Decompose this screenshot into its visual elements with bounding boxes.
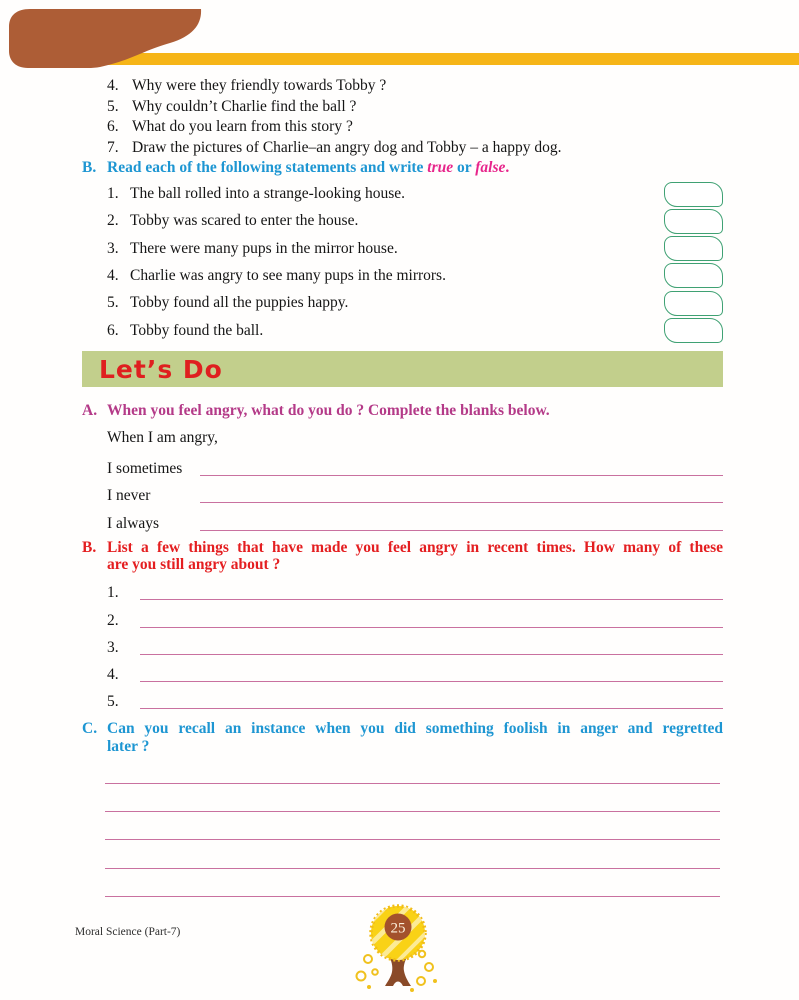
section-heading-text	[107, 158, 723, 178]
section-letter: C.	[82, 720, 98, 738]
blank-line[interactable]	[140, 654, 723, 655]
question-number: 7.	[107, 138, 119, 156]
heading-period: .	[505, 159, 510, 177]
page-number-tree-icon	[354, 897, 444, 995]
statement-text: There were many pups in the mirror house.	[130, 239, 398, 257]
truefalse-statements	[107, 180, 723, 344]
blank-number: 2.	[107, 611, 119, 629]
fill-in-row	[107, 480, 723, 508]
statement-row	[107, 262, 723, 289]
page-number: 25	[390, 920, 406, 937]
lets-do-title: Let’s Do	[99, 354, 223, 384]
blank-line[interactable]	[140, 681, 723, 682]
statement-number: 3.	[107, 239, 119, 257]
fill-label: I always	[107, 514, 160, 532]
section-a-fills	[82, 452, 723, 535]
book-title: Moral Science (Part-7)	[75, 926, 181, 938]
answer-line[interactable]	[105, 756, 720, 784]
question-number: 5.	[107, 97, 119, 115]
section-c-heading	[82, 720, 723, 756]
question-row	[107, 97, 723, 118]
answer-box[interactable]	[664, 291, 723, 316]
question-number: 4.	[107, 77, 119, 94]
numbered-blank-row	[107, 604, 723, 631]
answer-box[interactable]	[664, 209, 723, 234]
answer-line[interactable]	[105, 784, 720, 812]
statement-number: 1.	[107, 185, 119, 203]
heading-or: or	[453, 159, 476, 177]
word-true: true	[427, 159, 454, 177]
question-row	[107, 138, 723, 159]
lets-do-banner	[82, 351, 723, 387]
answer-box[interactable]	[664, 182, 723, 207]
question-text: Why couldn’t Charlie find the ball ?	[132, 97, 357, 115]
section-b-truefalse-heading	[82, 158, 723, 178]
section-heading-text: When you feel angry, what do you do ? Complete the blanks below.	[107, 402, 550, 420]
section-a-intro: When I am angry,	[107, 429, 218, 447]
comprehension-questions	[107, 76, 723, 158]
answer-box[interactable]	[664, 263, 723, 288]
section-b-list-heading	[82, 539, 723, 575]
statement-number: 2.	[107, 212, 119, 230]
fill-label: I sometimes	[107, 459, 183, 477]
statement-row	[107, 290, 723, 317]
numbered-blank-row	[107, 659, 723, 686]
section-letter: B.	[82, 159, 97, 177]
statement-text: Tobby found the ball.	[130, 321, 264, 339]
statement-text: The ball rolled into a strange-looking house.	[130, 185, 406, 203]
section-heading-text	[107, 720, 723, 756]
heading-line-1: Can you recall an instance when you did something foolish in anger and regretted	[107, 720, 723, 738]
section-c-answer-area	[105, 756, 720, 897]
statement-row	[107, 317, 723, 344]
blank-line[interactable]	[200, 502, 723, 503]
fill-label: I never	[107, 487, 151, 505]
fill-in-row	[107, 507, 723, 535]
answer-line[interactable]	[105, 840, 720, 868]
statement-number: 6.	[107, 321, 119, 339]
section-letter: B.	[82, 538, 97, 556]
blank-number: 4.	[107, 666, 119, 683]
blank-number: 3.	[107, 638, 119, 656]
word-false: false	[475, 159, 506, 177]
answer-box[interactable]	[664, 236, 723, 261]
numbered-blank-row	[107, 632, 723, 659]
answer-line[interactable]	[105, 812, 720, 840]
statement-row	[107, 208, 723, 235]
question-row	[107, 117, 723, 138]
section-b-blanks	[82, 577, 723, 713]
statement-row	[107, 235, 723, 262]
heading-line-2: are you still angry about ?	[107, 556, 281, 574]
statement-row	[107, 180, 723, 207]
heading-line-2: later ?	[107, 737, 150, 755]
corner-blob-decoration	[0, 0, 240, 78]
heading-line-1: List a few things that have made you feel angry in recent times. How many of these	[107, 538, 723, 556]
blank-line[interactable]	[140, 708, 723, 709]
statement-number: 4.	[107, 266, 119, 284]
question-text: Draw the pictures of Charlie–an angry dog and Tobby – a happy dog.	[132, 138, 562, 156]
heading-prefix: Read each of the following statements and write	[107, 159, 428, 177]
blank-line[interactable]	[140, 599, 723, 600]
blank-number: 5.	[107, 693, 119, 711]
statement-number: 5.	[107, 294, 119, 312]
question-text: What do you learn from this story ?	[132, 118, 353, 136]
numbered-blank-row	[107, 686, 723, 713]
section-heading-text	[107, 539, 723, 575]
answer-line[interactable]	[105, 869, 720, 897]
question-text: Why were they friendly towards Tobby ?	[132, 77, 387, 94]
numbered-blank-row	[107, 577, 723, 604]
fill-in-row	[107, 452, 723, 480]
section-a-heading	[82, 401, 723, 421]
blank-line[interactable]	[200, 530, 723, 531]
blank-number: 1.	[107, 584, 119, 602]
blank-line[interactable]	[200, 475, 723, 476]
section-letter: A.	[82, 402, 98, 420]
statement-text: Charlie was angry to see many pups in the mirrors.	[130, 266, 446, 284]
blank-line[interactable]	[140, 627, 723, 628]
question-number: 6.	[107, 118, 119, 136]
statement-text: Tobby found all the puppies happy.	[130, 294, 349, 312]
page-content	[0, 76, 799, 897]
answer-box[interactable]	[664, 318, 723, 343]
question-row	[107, 76, 723, 97]
statement-text: Tobby was scared to enter the house.	[130, 212, 359, 230]
